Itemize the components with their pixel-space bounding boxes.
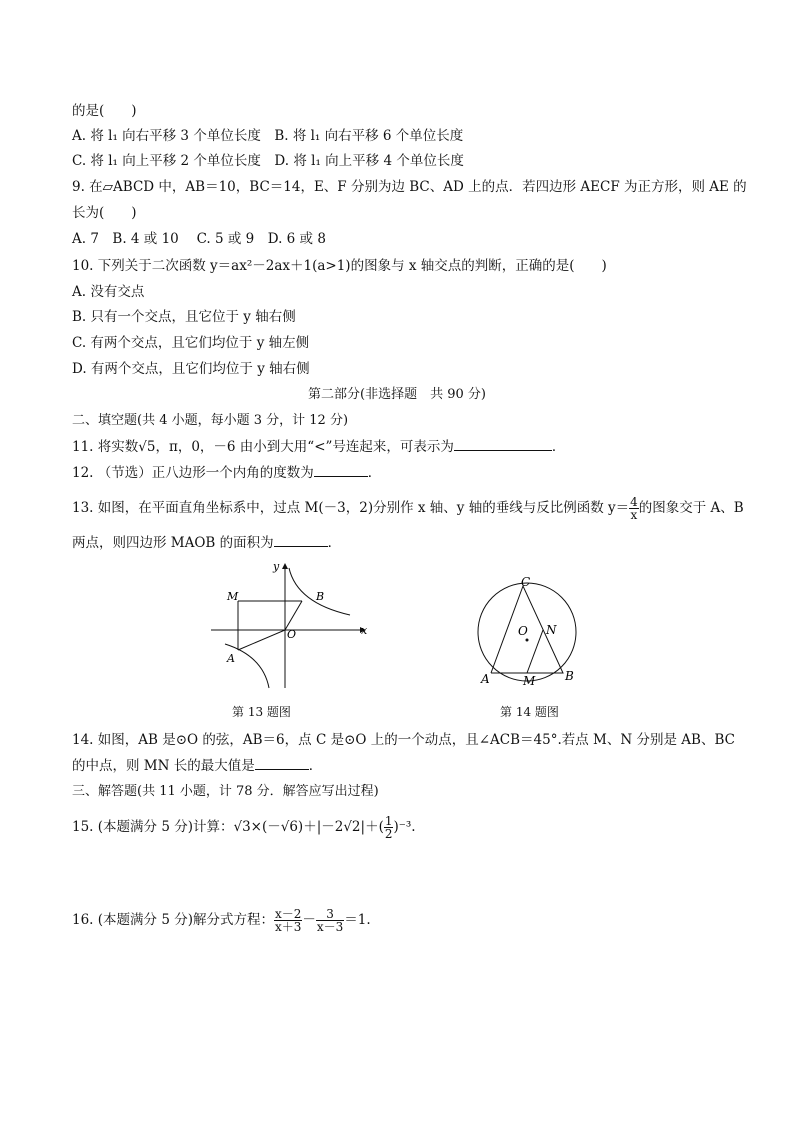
q16-minus: － <box>302 912 316 928</box>
figure-14-caption: 第 14 题图 <box>500 705 559 719</box>
q13-end: ． <box>327 535 342 551</box>
q10-option-b: B. 只有一个交点，且它位于 y 轴右侧 <box>72 309 296 325</box>
q16-text-post: ＝1. <box>344 912 371 928</box>
figure-13-coordinate-diagram <box>205 558 375 693</box>
q16-fraction-2-den: x－3 <box>316 920 344 934</box>
section3-title: 三、解答题(共 11 小题，计 78 分．解答应写出过程) <box>72 784 379 799</box>
label-m: M <box>227 590 239 603</box>
q13-line1 <box>72 496 744 521</box>
q12 <box>72 464 381 482</box>
q16-fraction-1 <box>274 908 302 933</box>
label-o: O <box>518 624 528 638</box>
q12-text: 12. （节选）正八边形一个内角的度数为 <box>72 465 314 481</box>
q15-text-pre: 15. (本题满分 5 分)计算：√3×(－√6)＋|－2√2|＋( <box>72 819 384 835</box>
q13-line2 <box>72 534 341 552</box>
q11 <box>72 438 565 456</box>
q16-fraction-2-num: 3 <box>316 908 344 921</box>
label-x: x <box>361 624 368 637</box>
figure-14-circle-diagram <box>470 570 590 692</box>
q13-answer-blank[interactable] <box>274 534 328 547</box>
q13-fraction-num: 4 <box>630 495 638 509</box>
label-b: B <box>565 669 574 683</box>
q16-fraction-1-den: x＋3 <box>274 920 302 934</box>
center-point-o <box>526 639 529 642</box>
label-a: A <box>227 652 235 665</box>
q9-options: A. 7 B. 4 或 10 C. 5 或 9 D. 6 或 8 <box>72 231 326 247</box>
q15-fraction-den: 2 <box>384 827 393 841</box>
part2-title: 第二部分(非选择题 共 90 分) <box>308 387 486 402</box>
q13-fraction <box>629 496 639 521</box>
section2-title: 二、填空题(共 4 小题，每小题 3 分，计 12 分) <box>72 413 349 428</box>
q16 <box>72 908 371 933</box>
q15-fraction-num: 1 <box>384 814 393 828</box>
q14-end: ． <box>308 758 323 774</box>
q15 <box>72 815 416 840</box>
label-n: N <box>546 623 557 637</box>
q13-text-post: 的图象交于 A、B <box>638 500 744 516</box>
q13-text-pre: 13. 如图，在平面直角坐标系中，过点 M(－3，2)分别作 x 轴、y 轴的垂线与反比例函数 y＝ <box>72 500 630 516</box>
label-o: O <box>287 628 297 641</box>
q14-text-line2: 的中点，则 MN 长的最大值是 <box>72 758 255 774</box>
segment-mn <box>527 630 543 673</box>
label-c: C <box>521 575 531 589</box>
q9-stem-line1: 9. 在▱ABCD 中，AB＝10，BC＝14，E、F 分别为边 BC、AD 上的点．若四边形 AECF 为正方形，则 AE 的 <box>72 179 747 195</box>
label-y: y <box>273 560 280 573</box>
label-b: B <box>316 590 325 603</box>
segment-ob <box>285 601 302 630</box>
q10-option-d: D. 有两个交点，且它们均位于 y 轴右侧 <box>72 361 310 377</box>
q16-fraction-1-num: x－2 <box>274 907 302 921</box>
q10-stem: 10. 下列关于二次函数 y＝ax²－2ax＋1(a>1)的图象与 x 轴交点的判断，正确的是( ) <box>72 258 607 274</box>
q11-answer-blank[interactable] <box>454 438 552 451</box>
q12-answer-blank[interactable] <box>314 464 368 477</box>
q13-fraction-den: x <box>630 508 638 522</box>
q9-stem-line2: 长为( ) <box>72 205 137 221</box>
q8-options-ab: A. 将 l₁ 向右平移 3 个单位长度 B. 将 l₁ 向右平移 6 个单位长度 <box>72 128 464 144</box>
q14-answer-blank[interactable] <box>255 757 309 770</box>
q14-line2 <box>72 757 322 775</box>
hyperbola-branch-third-quadrant <box>225 644 269 688</box>
q8-options-cd: C. 将 l₁ 向上平移 2 个单位长度 D. 将 l₁ 向上平移 4 个单位长度 <box>72 153 464 169</box>
q8-tail: 的是( ) <box>72 103 137 119</box>
q11-text: 11. 将实数√5，π，0，－6 由小到大用“<”号连起来，可表示为 <box>72 439 454 455</box>
q10-option-a: A. 没有交点 <box>72 284 145 300</box>
q10-option-c: C. 有两个交点，且它们均位于 y 轴左侧 <box>72 335 310 351</box>
label-a: A <box>481 672 490 686</box>
q15-text-post: )⁻³. <box>393 819 416 835</box>
q16-fraction-2 <box>316 908 344 933</box>
q14-line1: 14. 如图，AB 是⊙O 的弦，AB＝6，点 C 是⊙O 上的一个动点，且∠ACB＝45°.若点 M、N 分别是 AB、BC <box>72 732 735 748</box>
figure-13-caption: 第 13 题图 <box>232 705 291 719</box>
label-m: M <box>523 674 536 688</box>
q12-end: ． <box>367 465 382 481</box>
q16-text-pre: 16. (本题满分 5 分)解分式方程： <box>72 912 274 928</box>
q11-end: ． <box>551 439 566 455</box>
q13-text-line2: 两点，则四边形 MAOB 的面积为 <box>72 535 274 551</box>
segment-oa <box>238 630 285 650</box>
